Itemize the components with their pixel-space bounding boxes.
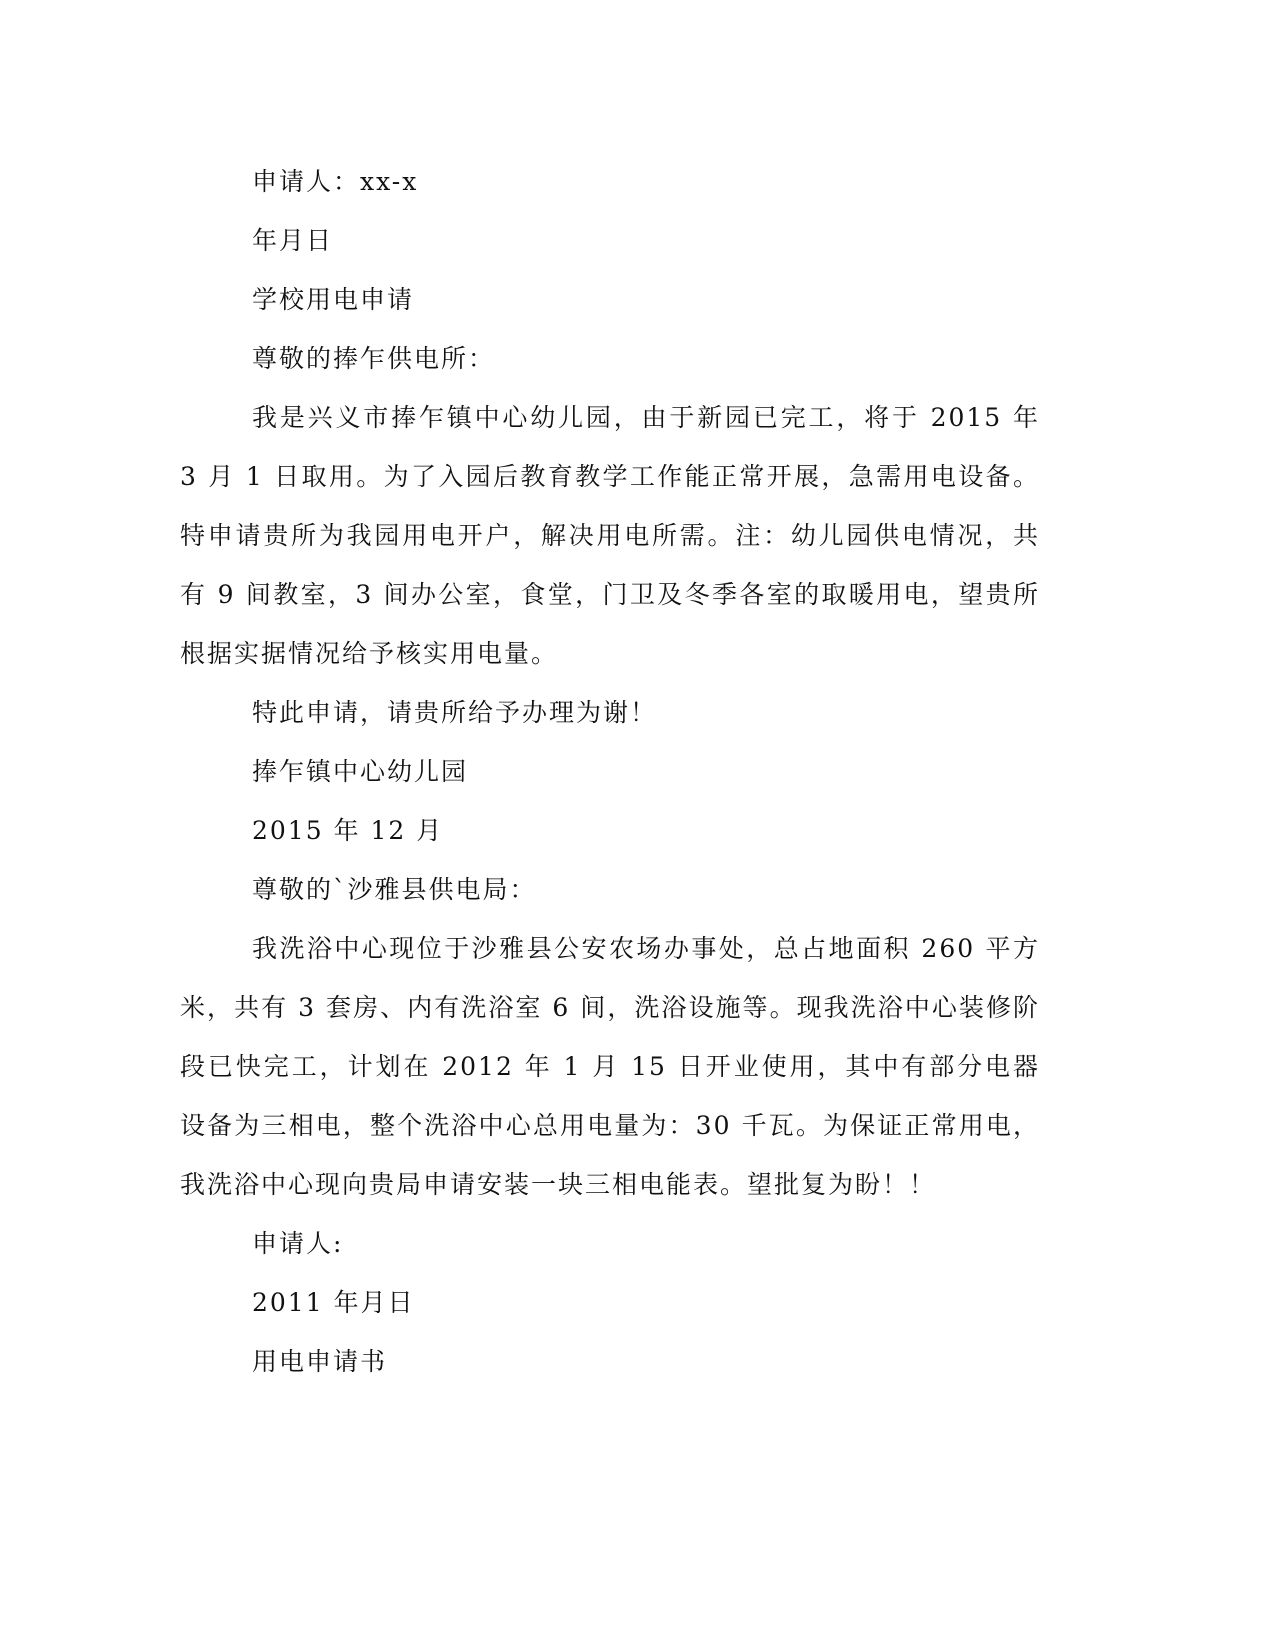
closing-request-line: 特此申请，请贵所给予办理为谢！: [252, 698, 658, 727]
bath-center-date: 2011 年月日: [252, 1288, 415, 1317]
applicant-line: 申请人：xx-x: [252, 167, 419, 196]
date-line: 年月日: [252, 226, 334, 255]
kindergarten-date: 2015 年 12 月: [252, 816, 444, 845]
kindergarten-signature: 捧乍镇中心幼儿园: [252, 757, 469, 786]
applicant-label: 申请人:: [252, 1229, 344, 1258]
kindergarten-application-body: 我是兴义市捧乍镇中心幼儿园，由于新园已完工，将于 2015 年 3 月 1 日取用。为了入园后教育教学工作能正常开展，急需用电设备。特申请贵所为我园用电开户，解决用电所需。注：幼儿园供电情况，共有 9 间教室，3 间办公室，食堂，门卫及冬季各室的取暖用电，望贵所根据实据情况给予核实用电量。: [180, 403, 1040, 668]
bath-center-application-body: 我洗浴中心现位于沙雅县公安农场办事处，总占地面积 260 平方米，共有 3 套房、内有洗浴室 6 间，洗浴设施等。现我洗浴中心装修阶段已快完工，计划在 2012 年 1 月 15 日开业使用，其中有部分电器设备为三相电，整个洗浴中心总用电量为：30 千瓦。为保证正常用电，我洗浴中心现向贵局申请安装一块三相电能表。望批复为盼！！: [180, 934, 1040, 1199]
section-title-application-letter: 用电申请书: [252, 1347, 388, 1376]
salutation-pengzha-power-station: 尊敬的捧乍供电所：: [252, 344, 496, 373]
section-title-school-application: 学校用电申请: [252, 285, 415, 314]
document-body: [180, 152, 1040, 1391]
salutation-shaya-power-bureau: 尊敬的`沙雅县供电局：: [252, 875, 537, 904]
